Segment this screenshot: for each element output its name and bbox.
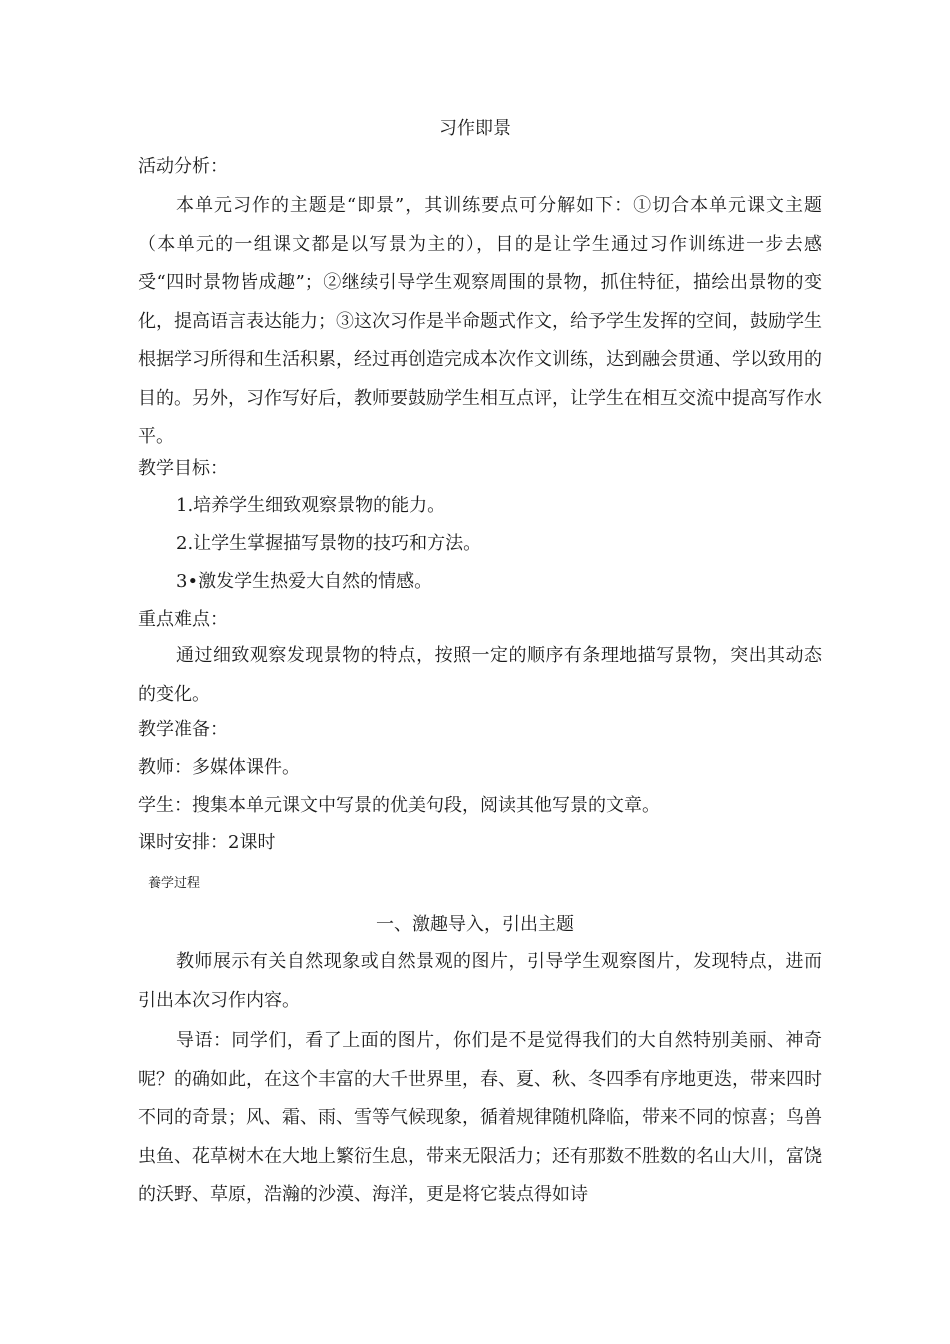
- preparation-student: 学生：搜集本单元课文中写景的优美句段，阅读其他写景的文章。: [138, 795, 660, 816]
- process-part1-title: 一、激趣导入，引出主题: [376, 914, 574, 935]
- teaching-goals-heading: 教学目标：: [138, 458, 228, 479]
- teaching-goal-item-1: 1.培养学生细致观察景物的能力。: [176, 495, 446, 516]
- key-points-paragraph: 通过细致观察发现景物的特点，按照一定的顺序有条理地描写景物，突出其动态的变化。: [138, 645, 822, 705]
- preparation-teacher: 教师：多媒体课件。: [138, 757, 300, 778]
- activity-analysis-paragraph: 本单元习作的主题是“即景”，其训练要点可分解如下：①切合本单元课文主题（本单元的一组课文都是以写景为主的），目的是让学生通过习作训练进一步去感受“四时景物皆成趣”；②继续引导学生观察周围的景物，抓住特征，描绘出景物的变化，提高语言表达能力；③这次习作是半命题式作文，给予学生发挥的空间，鼓励学生根据学习所得和生活积累，经过再创造完成本次作文训练，达到融会贯通、学以致用的目的。另外，习作写好后，教师要鼓励学生相互点评，让学生在相互交流中提高写作水平。: [138, 195, 822, 447]
- teaching-goal-item-3: 3•激发学生热爱大自然的情感。: [176, 571, 433, 592]
- class-schedule: 课时安排：2课时: [138, 832, 276, 853]
- preparation-heading: 教学准备：: [138, 719, 228, 740]
- process-paragraph-2: 导语：同学们，看了上面的图片，你们是不是觉得我们的大自然特别美丽、神奇呢？的确如此，在这个丰富的大千世界里，春、夏、秋、冬四季有序地更迭，带来四时不同的奇景；风、霜、雨、雪等气候现象，循着规律随机降临，带来不同的惊喜；鸟兽虫鱼、花草树木在大地上繁衍生息，带来无限活力；还有那数不胜数的名山大川，富饶的沃野、草原，浩瀚的沙漠、海洋，更是将它装点得如诗: [138, 1030, 822, 1205]
- key-points-heading: 重点难点：: [138, 609, 228, 630]
- process-paragraph-1: 教师展示有关自然现象或自然景观的图片，引导学生观察图片，发现特点，进而引出本次习作内容。: [138, 951, 822, 1011]
- teaching-goal-item-2: 2.让学生掌握描写景物的技巧和方法。: [176, 533, 482, 554]
- activity-analysis-heading: 活动分析：: [138, 156, 228, 177]
- process-heading: 養学过程: [148, 876, 201, 891]
- document-title: 习作即景: [439, 118, 511, 139]
